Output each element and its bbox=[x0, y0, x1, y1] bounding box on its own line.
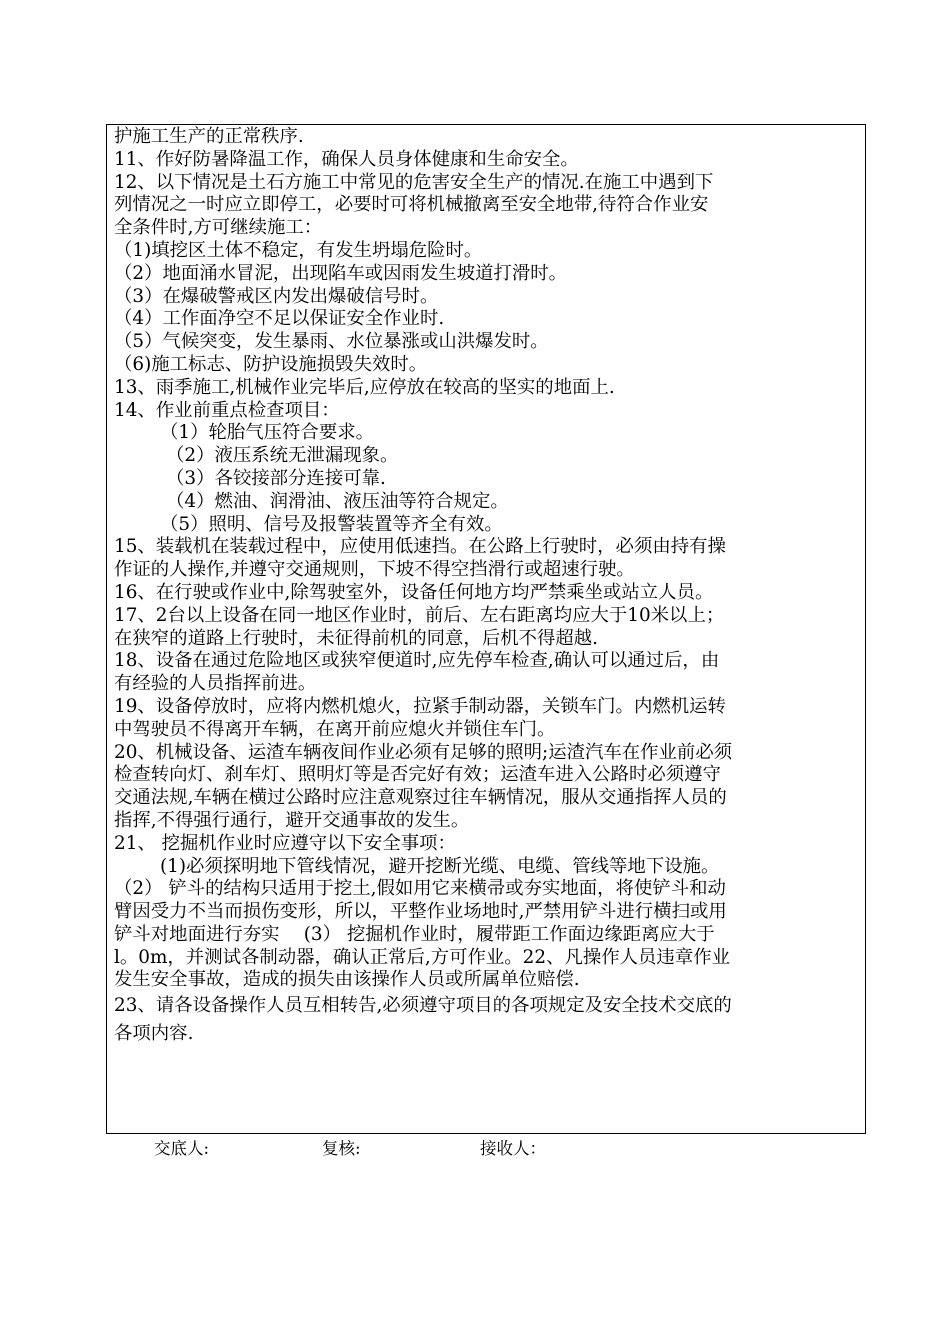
text-line: 13、雨季施工,机械作业完毕后,应停放在较高的坚实的地面上. bbox=[114, 376, 615, 398]
text-line: 18、设备在通过危险地区或狭窄便道时,应先停车检查,确认可以通过后，由 bbox=[114, 650, 720, 672]
text-line: 21、 挖掘机作业时应遵守以下安全事项： bbox=[114, 832, 456, 854]
receiver-label: 接收人： bbox=[480, 1139, 546, 1158]
text-line: 15、装载机在装载过程中，应使用低速挡。在公路上行驶时，必须由持有操 bbox=[114, 536, 726, 558]
text-line: 19、设备停放时，应将内燃机熄火，拉紧手制动器，关锁车门。内燃机运转 bbox=[114, 695, 726, 717]
text-line: 护施工生产的正常秩序. bbox=[114, 126, 304, 147]
text-line: （4）燃油、润滑油、液压油等符合规定。 bbox=[166, 490, 509, 512]
text-line: （4）工作面净空不足以保证安全作业时. bbox=[114, 308, 445, 330]
text-line: （3）各铰接部分连接可靠. bbox=[166, 467, 386, 489]
text-line: 发生安全事故，造成的损失由该操作人员或所属单位赔偿. bbox=[114, 969, 580, 991]
text-line: 作证的人操作,并遵守交通规则，下坡不得空挡滑行或超速行驶。 bbox=[114, 559, 635, 581]
text-line: 14、作业前重点检查项目： bbox=[114, 399, 340, 421]
text-line: 列情况之一时应立即停工，必要时可将机械撤离至安全地带,待符合作业安 bbox=[114, 194, 709, 216]
handover-person-label: 交底人: bbox=[154, 1139, 210, 1158]
signature-row bbox=[106, 1137, 866, 1161]
text-line: 在狭窄的道路上行驶时，未征得前机的同意，后机不得超越. bbox=[114, 627, 599, 649]
text-line: 指挥,不得强行通行，避开交通事故的发生。 bbox=[114, 809, 470, 831]
text-line: 23、请各设备操作人员互相转告,必须遵守项目的各项规定及安全技术交底的 bbox=[114, 995, 732, 1017]
text-line: l。0m，并测试各制动器，确认正常后,方可作业。22、凡操作人员违章作业 bbox=[114, 946, 730, 968]
text-line: 臂因受力不当而损伤变形，所以，平整作业场地时,严禁用铲斗进行横扫或用 bbox=[114, 901, 727, 923]
disclosure-text bbox=[114, 126, 861, 1048]
text-line: 铲斗对地面进行夯实 (3） 挖掘机作业时，履带距工作面边缘距离应大于 bbox=[114, 923, 715, 945]
text-line: 17、2台以上设备在同一地区作业时，前后、左右距离均应大于10米以上； bbox=[114, 604, 725, 626]
text-line: 11、作好防暑降温工作，确保人员身体健康和生命安全。 bbox=[114, 148, 579, 170]
text-line: 12、以下情况是土石方施工中常见的危害安全生产的情况.在施工中遇到下 bbox=[114, 171, 714, 193]
text-line: （1)填挖区土体不稳定，有发生坍塌危险时。 bbox=[114, 239, 483, 261]
text-line: （2）液压系统无泄漏现象。 bbox=[166, 445, 399, 467]
text-line: （5）气候突变，发生暴雨、水位暴涨或山洪爆发时。 bbox=[114, 331, 549, 353]
text-line: (1)必须探明地下管线情况，避开挖断光缆、电缆、管线等地下设施。 bbox=[160, 855, 720, 877]
safety-disclosure-box bbox=[106, 124, 866, 1134]
text-line: 检查转向灯、刹车灯、照明灯等是否完好有效；运渣车进入公路时必须遵守 bbox=[114, 764, 721, 786]
text-line: （5）照明、信号及报警装置等齐全有效。 bbox=[160, 513, 503, 535]
text-line: 交通法规,车辆在横过公路时应注意观察过往车辆情况，服从交通指挥人员的 bbox=[114, 787, 727, 809]
text-line: （1）轮胎气压符合要求。 bbox=[160, 422, 374, 444]
text-line: 全条件时,方可继续施工： bbox=[114, 217, 323, 239]
text-line: （2）地面涌水冒泥，出现陷车或因雨发生坡道打滑时。 bbox=[114, 262, 568, 284]
text-line: 20、机械设备、运渣车辆夜间作业必须有足够的照明;运渣汽车在作业前必须 bbox=[114, 741, 733, 763]
text-line: 16、在行驶或作业中,除驾驶室外，设备任何地方均严禁乘坐或站立人员。 bbox=[114, 581, 714, 603]
text-line: 各项内容. bbox=[114, 1023, 194, 1045]
text-line: （2） 铲斗的结构只适用于挖土,假如用它来横帚或夯实地面，将使铲斗和动 bbox=[114, 878, 726, 900]
text-line: 有经验的人员指挥前进。 bbox=[114, 673, 317, 695]
text-line: 中驾驶员不得离开车辆，在离开前应熄火并锁住车门。 bbox=[114, 718, 556, 740]
text-line: （3）在爆破警戒区内发出爆破信号时。 bbox=[114, 285, 439, 307]
review-label: 复核: bbox=[322, 1139, 361, 1158]
text-line: （6)施工标志、防护设施损毁失效时。 bbox=[114, 353, 428, 375]
